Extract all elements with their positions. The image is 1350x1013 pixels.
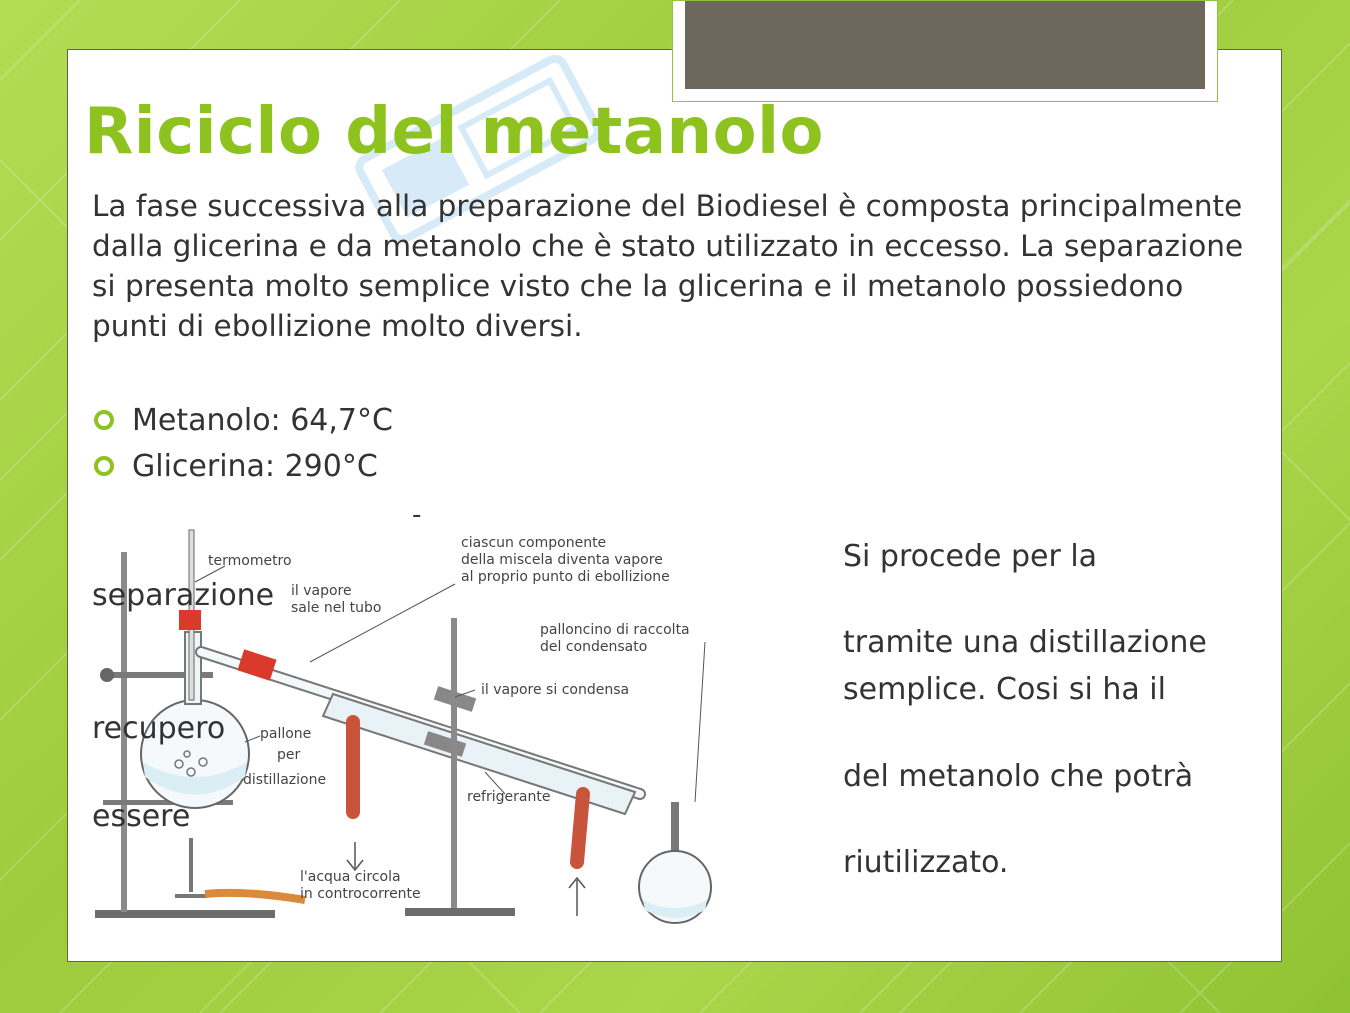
label-termometro: termometro xyxy=(208,553,292,569)
label-palloncino-2: del condensato xyxy=(540,639,648,655)
clamp-knob-icon xyxy=(100,668,114,682)
bullet-item-glicerina xyxy=(92,444,393,490)
boiling-points-list xyxy=(92,398,393,490)
label-componente-1: ciascun componente xyxy=(461,535,607,551)
water-inlet-hose xyxy=(577,794,583,862)
bullet-item-metanolo xyxy=(92,398,393,444)
water-out-arrow-icon xyxy=(347,842,363,870)
label-acqua-2: in controcorrente xyxy=(300,886,421,902)
right-text-line-3: semplice. Cosi si ha il xyxy=(843,672,1166,707)
title-plate-inner xyxy=(685,1,1205,89)
label-vapore-2: sale nel tubo xyxy=(291,600,382,616)
title-plate xyxy=(672,0,1218,102)
label-vapore-1: il vapore xyxy=(291,583,352,599)
right-text-line-2: tramite una distillazione xyxy=(843,625,1207,660)
gas-hose xyxy=(205,893,305,900)
intro-paragraph: La fase successiva alla preparazione del Biodiesel è composta principalmente dalla glicerina e da metanolo che è stato utilizzato in eccesso. La separazione si presenta molto semplice visto che la glicerina e il metanolo possiedono punti di ebollizione molto diversi. xyxy=(92,189,1244,343)
water-in-arrow-icon xyxy=(569,878,585,916)
label-pallone-1: pallone xyxy=(260,726,312,742)
label-acqua-1: l'acqua circola xyxy=(300,869,401,885)
right-text-line-5: riutilizzato. xyxy=(843,845,1009,880)
word-recupero: recupero xyxy=(92,711,226,746)
right-stand-base xyxy=(405,908,515,916)
label-condensa: il vapore si condensa xyxy=(481,682,630,698)
burner xyxy=(175,838,207,896)
label-pallone-2: per xyxy=(277,747,301,763)
bullet-circle-icon xyxy=(94,410,114,430)
slide-title: Riciclo del metanolo xyxy=(84,95,824,169)
stray-dash: - xyxy=(412,500,422,530)
label-componente-3: al proprio punto di ebollizione xyxy=(461,569,670,585)
right-text-line-1: Si procede per la xyxy=(843,539,1098,574)
right-text-line-4: del metanolo che potrà xyxy=(843,759,1194,794)
right-stand-rod xyxy=(451,618,457,908)
word-essere: essere xyxy=(92,799,191,834)
condenser-stopper xyxy=(237,649,276,680)
label-componente-2: della miscela diventa vapore xyxy=(461,552,663,568)
label-pallone-3: distillazione xyxy=(243,772,327,788)
label-palloncino-1: palloncino di raccolta xyxy=(540,622,690,638)
label-refrigerante: refrigerante xyxy=(467,789,551,805)
thermometer-stopper xyxy=(179,610,201,630)
word-separazione: separazione xyxy=(92,578,275,613)
bullet-circle-icon xyxy=(94,456,114,476)
bullet-text: Metanolo: 64,7°C xyxy=(132,403,393,438)
bullet-text: Glicerina: 290°C xyxy=(132,449,378,484)
